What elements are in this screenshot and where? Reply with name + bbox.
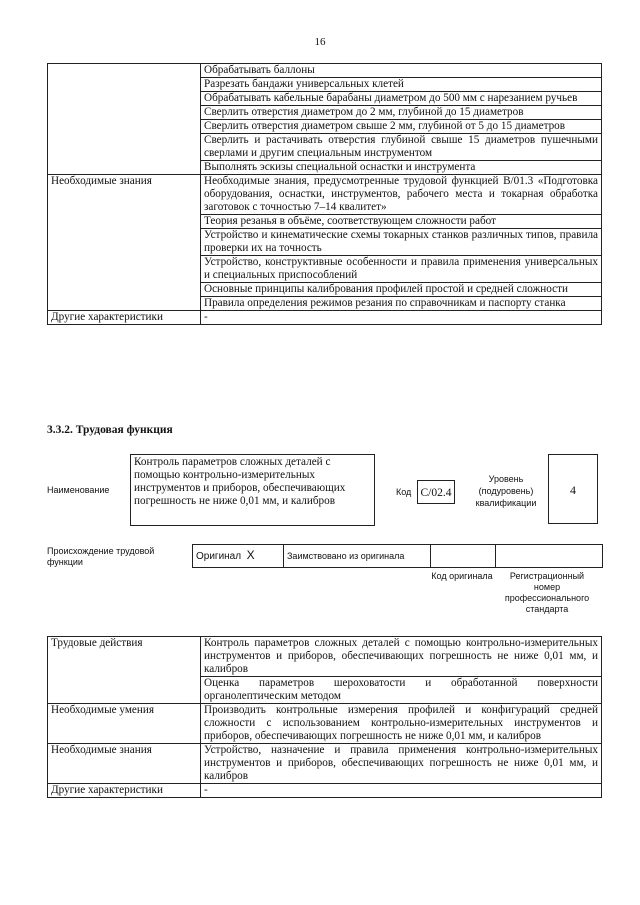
table-row xyxy=(48,744,602,784)
row-label: Трудовые действия xyxy=(48,637,201,704)
row-value: - xyxy=(201,784,602,798)
row-label: Необходимые умения xyxy=(48,704,201,744)
section-title: 3.3.2. Трудовая функция xyxy=(47,424,173,436)
row-value: Основные принципы калибрования профилей простой и средней сложности xyxy=(201,283,602,297)
row-value: Разрезать бандажи универсальных клетей xyxy=(201,78,602,92)
borrowed-cell: Заимствовано из оригинала xyxy=(284,545,431,568)
function-name-box: Контроль параметров сложных деталей с помощью контрольно-измерительных инструментов и приборов, обеспечивающих погрешность не ниже 0,01 мм, и калибров xyxy=(130,454,375,526)
table-row xyxy=(48,311,602,325)
row-label: Другие характеристики xyxy=(48,311,201,325)
page-number: 16 xyxy=(314,36,326,48)
reg-number-cell xyxy=(496,545,603,568)
table-row xyxy=(48,784,602,798)
row-label: Необходимые знания xyxy=(48,175,201,311)
row-value: Контроль параметров сложных деталей с помощью контрольно-измерительных инструментов и приборов, обеспечивающих погрешность не ниже 0,01 мм, и калибров xyxy=(201,637,602,677)
row-value: Устройство, конструктивные особенности и правила применения универсальных и специальных приспособлений xyxy=(201,256,602,283)
row-label: Другие характеристики xyxy=(48,784,201,798)
function-details-table xyxy=(47,636,602,798)
row-value: Сверлить отверстия диаметром до 2 мм, глубиной до 15 диаметров xyxy=(201,106,602,120)
row-value: Выполнять эскизы специальной оснастки и инструмента xyxy=(201,161,602,175)
row-value: Производить контрольные измерения профилей и конфигураций средней сложности с использованием контрольно-измерительных инструментов и приборов, обеспечивающих погрешность не ниже 0,01 мм, и калибров xyxy=(201,704,602,744)
name-label: Наименование xyxy=(47,485,110,495)
level-label: Уровень (подуровень) квалификации xyxy=(475,474,537,508)
original-cell xyxy=(193,545,284,568)
original-label: Оригинал xyxy=(196,551,242,562)
row-value: Обрабатывать кабельные барабаны диаметром до 500 мм с нарезанием ручьев xyxy=(201,92,602,106)
skills-knowledge-table xyxy=(47,63,602,325)
row-value: Сверлить и растачивать отверстия глубиной свыше 15 диаметров пушечными сверлами и другим специальным инструментом xyxy=(201,134,602,161)
origin-label: Происхождение трудовой функции xyxy=(47,546,155,567)
table-row xyxy=(48,175,602,215)
row-value: Необходимые знания, предусмотренные трудовой функцией В/01.3 «Подготовка оборудования, оснастки, инструментов, рабочего места и токарная обработка заготовок с точностью 7–14 квалитет» xyxy=(201,175,602,215)
row-label xyxy=(48,64,201,175)
level-box: 4 xyxy=(548,454,598,524)
row-value: Обрабатывать баллоны xyxy=(201,64,602,78)
table-row xyxy=(48,637,602,677)
table-row xyxy=(48,64,602,78)
row-value: Правила определения режимов резания по справочникам и паспорту станка xyxy=(201,297,602,311)
origin-table xyxy=(192,544,603,568)
row-label: Необходимые знания xyxy=(48,744,201,784)
row-value: Устройство, назначение и правила применения контрольно-измерительных инструментов и приборов, обеспечивающих погрешность не ниже 0,01 мм, и калибров xyxy=(201,744,602,784)
code-original-caption: Код оригинала xyxy=(431,571,493,581)
row-value: Теория резанья в объёме, соответствующем сложности работ xyxy=(201,215,602,229)
function-code-box: С/02.4 xyxy=(417,480,455,504)
row-value: Сверлить отверстия диаметром свыше 2 мм, глубиной от 5 до 15 диаметров xyxy=(201,120,602,134)
code-label: Код xyxy=(396,487,412,497)
row-value: Устройство и кинематические схемы токарных станков различных типов, правила проверки их на точность xyxy=(201,229,602,256)
code-original-cell xyxy=(431,545,496,568)
original-mark: X xyxy=(246,548,255,562)
row-value: - xyxy=(201,311,602,325)
reg-number-caption: Регистрационный номер профессионального стандарта xyxy=(504,571,590,614)
table-row xyxy=(48,704,602,744)
row-value: Оценка параметров шероховатости и обработанной поверхности органолептическим методом xyxy=(201,677,602,704)
